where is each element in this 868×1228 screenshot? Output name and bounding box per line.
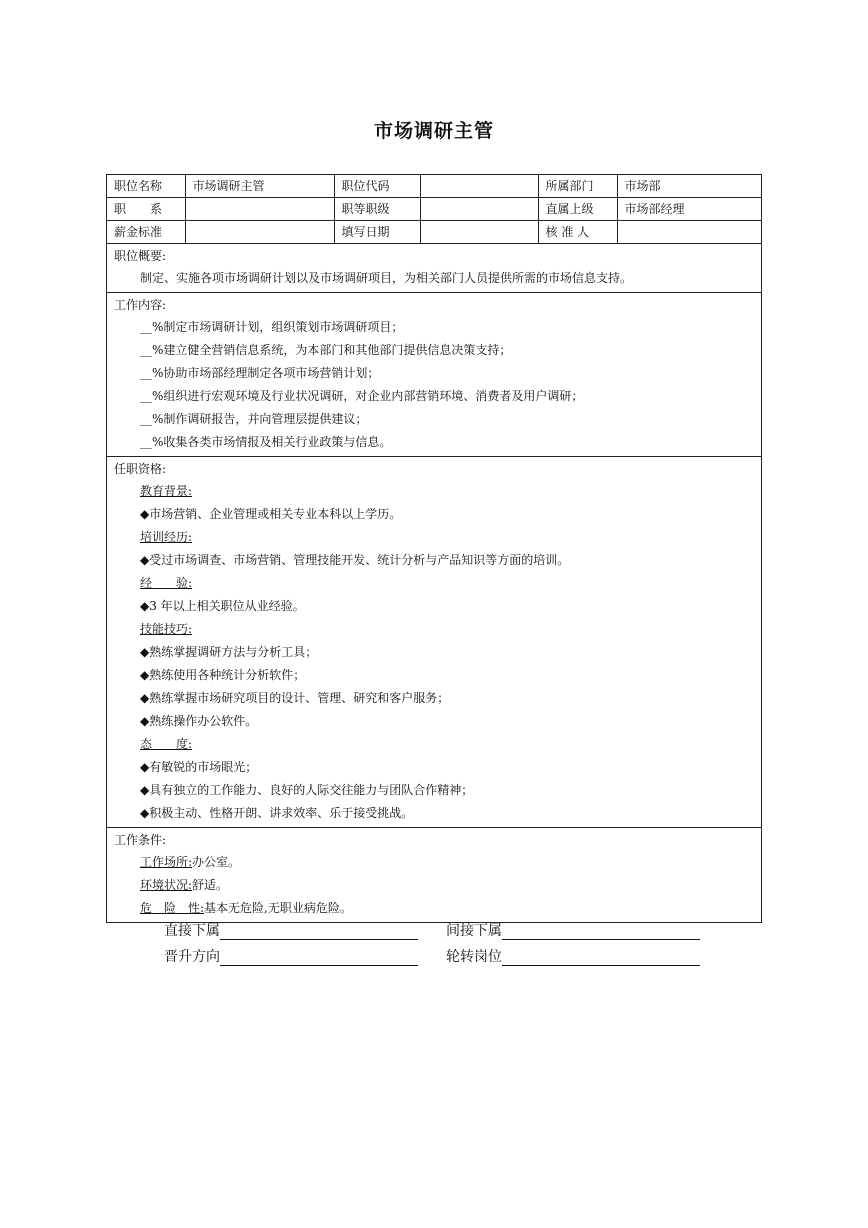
qualification-item: ◆具有独立的工作能力、良好的人际交往能力与团队合作精神； [140, 783, 474, 797]
qualifications-title: 任职资格: [114, 462, 167, 476]
qualification-heading [114, 480, 761, 503]
field-value[interactable] [420, 198, 538, 221]
qualification-item: ◆积极主动、性格开朗、讲求效率、乐于接受挑战。 [140, 806, 414, 820]
field-value[interactable]: 市场部 [617, 175, 761, 198]
qualification-heading-text: 经 验: [140, 576, 193, 590]
condition-value: 舒适。 [192, 878, 229, 892]
conditions-section [107, 827, 761, 922]
qualification-item: ◆熟练使用各种统计分析软件； [140, 668, 306, 682]
field-value[interactable]: 市场调研主管 [185, 175, 334, 198]
indirect-subordinate-label: 间接下属 [446, 923, 502, 939]
header-row [107, 221, 761, 244]
promotion-blank[interactable] [220, 951, 418, 966]
field-label: 填写日期 [334, 221, 420, 244]
qualification-item: ◆熟练操作办公软件。 [140, 714, 258, 728]
work-item: __%制作调研报告，并向管理层提供建议； [140, 412, 368, 426]
job-description-form [106, 174, 762, 923]
overview-section [107, 243, 761, 292]
condition-row [114, 851, 761, 874]
work-item: __%建立健全营销信息系统，为本部门和其他部门提供信息决策支持； [140, 343, 512, 357]
indirect-subordinate-row [446, 920, 700, 940]
condition-value: 办公室。 [192, 855, 241, 869]
qualifications-section [107, 456, 761, 827]
field-label: 职 系 [107, 198, 185, 221]
conditions-title: 工作条件: [114, 833, 167, 847]
qualification-item: ◆3 年以上相关职位从业经验。 [140, 599, 305, 613]
field-label: 直属上级 [538, 198, 617, 221]
qualification-item: ◆熟练掌握调研方法与分析工具； [140, 645, 318, 659]
promotion-row [164, 946, 418, 966]
qualification-heading-text: 培训经历: [140, 530, 193, 544]
header-row [107, 175, 761, 198]
overview-title: 职位概要: [114, 249, 167, 263]
field-label: 核 准 人 [538, 221, 617, 244]
qualification-item: ◆市场营销、企业管理或相关专业本科以上学历。 [140, 507, 402, 521]
qualification-heading-text: 教育背景: [140, 484, 193, 498]
field-label: 职位代码 [334, 175, 420, 198]
work-item: __%组织进行宏观环境及行业状况调研，对企业内部营销环境、消费者及用户调研； [140, 389, 584, 403]
rotation-row [446, 946, 700, 966]
qualification-item: ◆熟练掌握市场研究项目的设计、管理、研究和客户服务； [140, 691, 450, 705]
qualification-heading [114, 526, 761, 549]
condition-row [114, 897, 761, 920]
field-value[interactable] [617, 221, 761, 244]
field-label: 职位名称 [107, 175, 185, 198]
page-title: 市场调研主管 [373, 120, 494, 142]
rotation-blank[interactable] [502, 951, 700, 966]
condition-label: 工作场所: [140, 855, 193, 869]
qualification-item: ◆受过市场调查、市场营销、管理技能开发、统计分析与产品知识等方面的培训。 [140, 553, 570, 567]
condition-label: 危 险 性: [140, 901, 205, 915]
work-item: __%协助市场部经理制定各项市场营销计划； [140, 366, 380, 380]
qualification-item: ◆有敏锐的市场眼光； [140, 760, 258, 774]
qualification-heading-text: 技能技巧: [140, 622, 193, 636]
field-value[interactable] [420, 221, 538, 244]
work-item: __%收集各类市场情报及相关行业政策与信息。 [140, 435, 392, 449]
field-label: 所属部门 [538, 175, 617, 198]
work-section [107, 292, 761, 456]
direct-subordinate-label: 直接下属 [164, 923, 220, 939]
field-value[interactable]: 市场部经理 [617, 198, 761, 221]
qualification-heading [114, 618, 761, 641]
condition-value: 基本无危险,无职业病危险。 [204, 901, 352, 915]
direct-subordinate-blank[interactable] [220, 925, 418, 940]
direct-subordinate-row [164, 920, 418, 940]
qualification-heading-text: 态 度: [140, 737, 193, 751]
header-table [107, 175, 761, 243]
field-label: 职等职级 [334, 198, 420, 221]
qualification-heading [114, 733, 761, 756]
field-value[interactable] [420, 175, 538, 198]
field-value[interactable] [185, 221, 334, 244]
promotion-label: 晋升方向 [164, 949, 220, 965]
field-value[interactable] [185, 198, 334, 221]
work-title: 工作内容: [114, 298, 167, 312]
condition-label: 环境状况: [140, 878, 193, 892]
overview-text: 制定、实施各项市场调研计划以及市场调研项目，为相关部门人员提供所需的市场信息支持。 [140, 271, 633, 285]
header-row [107, 198, 761, 221]
work-item: __%制定市场调研计划，组织策划市场调研项目； [140, 320, 404, 334]
qualification-heading [114, 572, 761, 595]
condition-row [114, 874, 761, 897]
indirect-subordinate-blank[interactable] [502, 925, 700, 940]
rotation-label: 轮转岗位 [446, 949, 502, 965]
field-label: 薪金标准 [107, 221, 185, 244]
